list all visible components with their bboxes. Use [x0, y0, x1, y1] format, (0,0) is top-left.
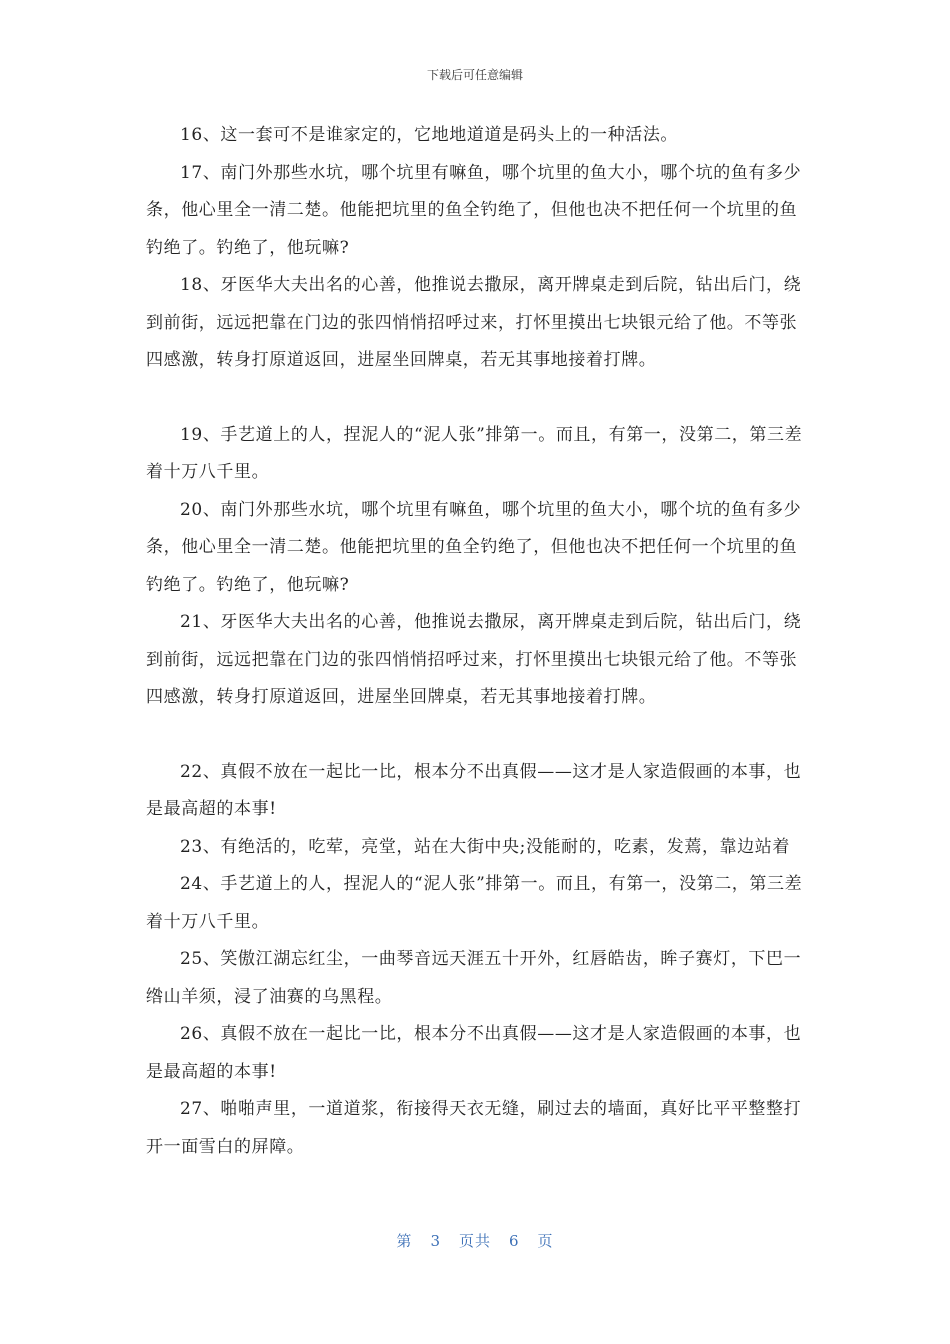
footer-suffix: 页 — [537, 1232, 554, 1250]
page-footer — [0, 1230, 950, 1251]
paragraph-gap — [146, 380, 808, 417]
paragraph-26: 26、真假不放在一起比一比，根本分不出真假——这才是人家造假画的本事，也是最高超的本事! — [146, 1024, 802, 1082]
paragraph-23: 23、有绝活的，吃荤，亮堂，站在大街中央;没能耐的，吃素，发蔫，靠边站着 — [180, 836, 790, 857]
paragraph-19: 19、手艺道上的人，捏泥人的“泥人张”排第一。而且，有第一，没第二，第三差着十万八千里。 — [146, 424, 803, 482]
footer-prefix: 第 — [396, 1232, 413, 1250]
paragraph-17: 17、南门外那些水坑，哪个坑里有嘛鱼，哪个坑里的鱼大小，哪个坑的鱼有多少条，他心里全一清二楚。他能把坑里的鱼全钓绝了，但他也决不把任何一个坑里的鱼钓绝了。钓绝了，他玩嘛? — [146, 162, 802, 258]
current-page-number: 3 — [430, 1232, 441, 1250]
total-page-count: 6 — [509, 1232, 520, 1250]
paragraph-18: 18、牙医华大夫出名的心善，他推说去撒尿，离开牌桌走到后院，钻出后门，绕到前街，远远把靠在门边的张四悄悄招呼过来，打怀里摸出七块银元给了他。不等张四感激，转身打原道返回，进屋坐回牌桌，若无其事地接着打牌。 — [146, 275, 802, 370]
paragraph-21: 21、牙医华大夫出名的心善，他推说去撒尿，离开牌桌走到后院，钻出后门，绕到前街，远远把靠在门边的张四悄悄招呼过来，打怀里摸出七块银元给了他。不等张四感激，转身打原道返回，进屋坐回牌桌，若无其事地接着打牌。 — [146, 612, 802, 707]
footer-middle: 页共 — [458, 1232, 491, 1250]
page-header: 下载后可任意编辑 — [426, 68, 523, 82]
paragraph-24: 24、手艺道上的人，捏泥人的“泥人张”排第一。而且，有第一，没第二，第三差着十万八千里。 — [146, 874, 803, 932]
paragraph-16: 16、这一套可不是谁家定的，它地地道道是码头上的一种活法。 — [180, 125, 679, 145]
paragraph-25: 25、笑傲江湖忘红尘，一曲琴音远天涯五十开外，红唇皓齿，眸子赛灯，下巴一绺山羊须，浸了油赛的乌黑程。 — [146, 949, 802, 1007]
paragraph-22: 22、真假不放在一起比一比，根本分不出真假——这才是人家造假画的本事，也是最高超的本事! — [146, 761, 802, 819]
document-body — [146, 117, 808, 1166]
paragraph-27: 27、啪啪声里，一道道浆，衔接得天衣无缝，刷过去的墙面，真好比平平整整打开一面雪白的屏障。 — [146, 1099, 802, 1157]
paragraph-gap — [146, 717, 808, 754]
paragraph-20: 20、南门外那些水坑，哪个坑里有嘛鱼，哪个坑里的鱼大小，哪个坑的鱼有多少条，他心里全一清二楚。他能把坑里的鱼全钓绝了，但他也决不把任何一个坑里的鱼钓绝了。钓绝了，他玩嘛? — [146, 499, 802, 595]
